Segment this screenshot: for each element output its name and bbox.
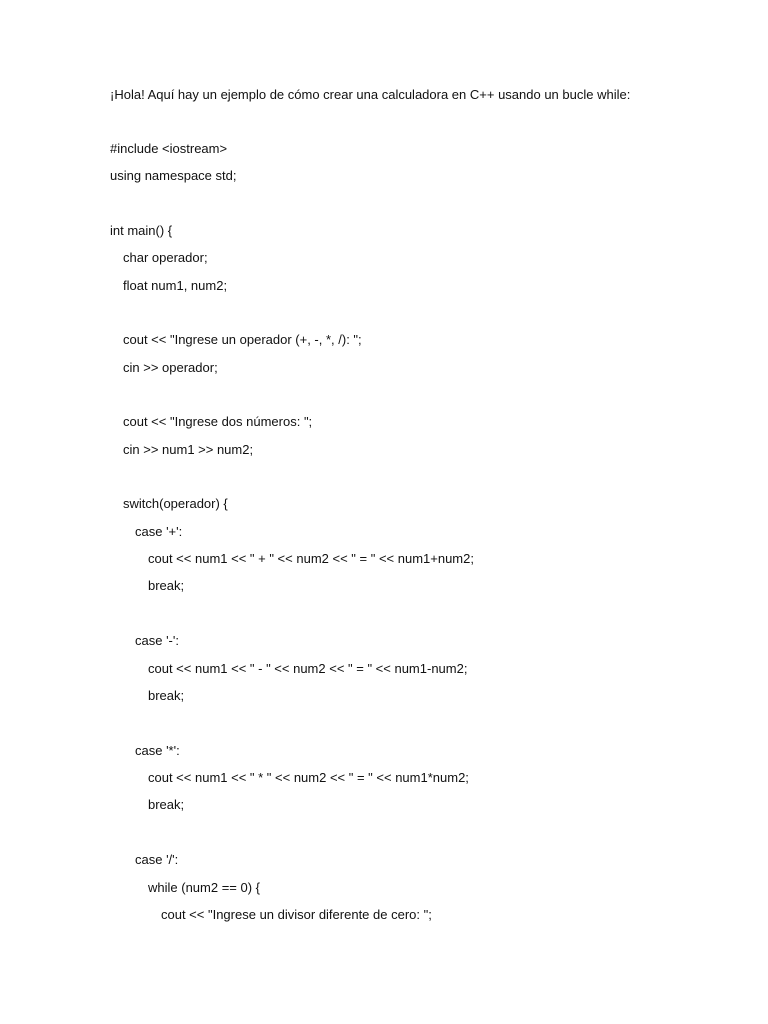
code-line: break; — [148, 688, 185, 703]
code-line: cin >> num1 >> num2; — [123, 442, 254, 457]
code-line: cout << num1 << " - " << num2 << " = " << num1-num2; — [148, 661, 468, 676]
code-line: case '-': — [135, 633, 179, 648]
code-line: break; — [148, 578, 185, 593]
code-line: char operador; — [123, 250, 208, 265]
code-line: case '+': — [135, 524, 183, 539]
code-line: cin >> operador; — [123, 360, 218, 375]
code-line: break; — [148, 797, 185, 812]
code-line: float num1, num2; — [123, 278, 228, 293]
code-line: case '/': — [135, 852, 179, 867]
code-line: case '*': — [135, 743, 180, 758]
code-line: cout << num1 << " + " << num2 << " = " << num1+num2; — [148, 551, 474, 566]
code-line: int main() { — [110, 223, 173, 238]
code-line: using namespace std; — [110, 168, 237, 183]
code-line: while (num2 == 0) { — [148, 880, 261, 895]
code-line: cout << num1 << " * " << num2 << " = " << num1*num2; — [148, 770, 469, 785]
code-line: cout << "Ingrese un divisor diferente de cero: "; — [161, 907, 432, 922]
code-line: #include <iostream> — [110, 141, 228, 156]
code-line: cout << "Ingrese un operador (+, -, *, /): "; — [123, 332, 362, 347]
intro-paragraph: ¡Hola! Aquí hay un ejemplo de cómo crear una calculadora en C++ usando un bucle while: — [110, 87, 631, 102]
code-line: switch(operador) { — [123, 496, 228, 511]
code-line: cout << "Ingrese dos números: "; — [123, 414, 313, 429]
